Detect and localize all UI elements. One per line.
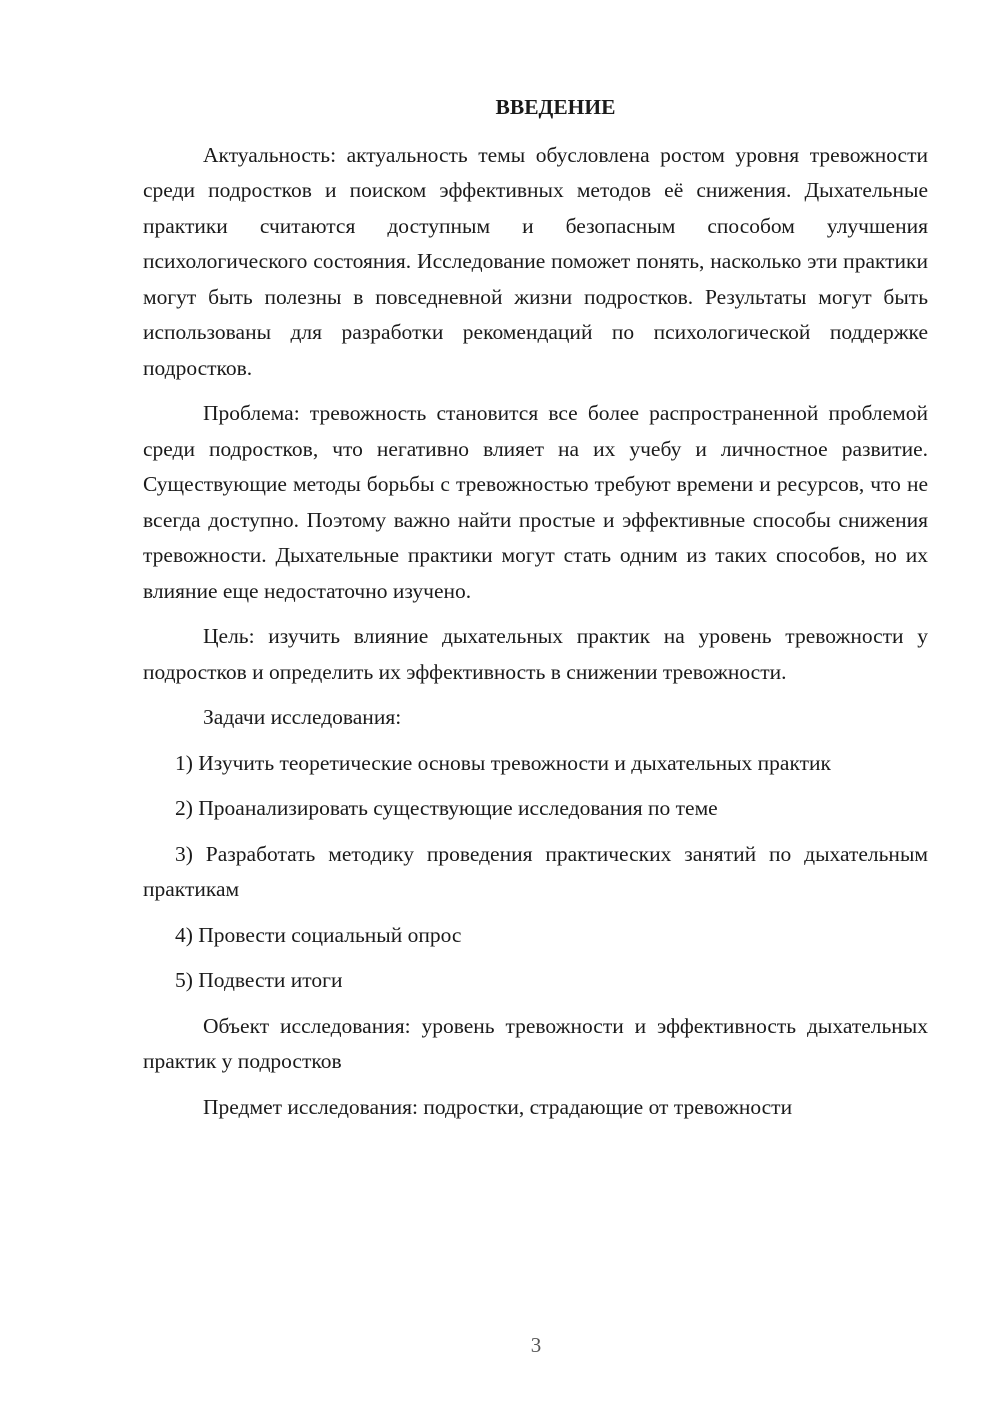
problem-paragraph: Проблема: тревожность становится все более распространенной проблемой среди подростков, что негативно влияет на их учебу и личностное развитие. Существующие методы борьбы с тревожностью требуют времени и ресурсов, что не всегда доступно. Поэтому важно найти простые и эффективные способы снижения тревожности. Дыхательные практики могут стать одним из таких способов, но их влияние еще недостаточно изучено. xyxy=(143,401,928,603)
page-number: 3 xyxy=(530,1333,542,1357)
task-item-3: 3) Разработать методику проведения практических занятий по дыхательным практикам xyxy=(143,841,928,901)
section-heading: ВВЕДЕНИЕ xyxy=(495,95,616,119)
task-item-5: 5) Подвести итоги xyxy=(175,968,343,992)
task-item-2: 2) Проанализировать существующие исследования по теме xyxy=(175,796,718,820)
task-item-4: 4) Провести социальный опрос xyxy=(175,922,462,947)
subject-paragraph: Предмет исследования: подростки, страдающие от тревожности xyxy=(203,1094,793,1119)
object-paragraph: Объект исследования: уровень тревожности и эффективность дыхательных практик у подростков xyxy=(143,1013,928,1073)
relevance-paragraph: Актуальность: актуальность темы обусловлена ростом уровня тревожности среди подростков и поиском эффективных методов её снижения. Дыхательные практики считаются доступным и безопасным способом улучшения психологического состояния. Исследование поможет понять, насколько эти практики могут быть полезны в повседневной жизни подростков. Результаты могут быть использованы для разработки рекомендаций по психологической поддержке подростков. xyxy=(143,142,928,380)
page-content xyxy=(143,90,928,1135)
goal-paragraph: Цель: изучить влияние дыхательных практик на уровень тревожности у подростков и определить их эффективность в снижении тревожности. xyxy=(143,624,928,684)
task-item-1: 1) Изучить теоретические основы тревожности и дыхательных практик xyxy=(175,750,831,775)
tasks-heading: Задачи исследования: xyxy=(203,705,402,729)
